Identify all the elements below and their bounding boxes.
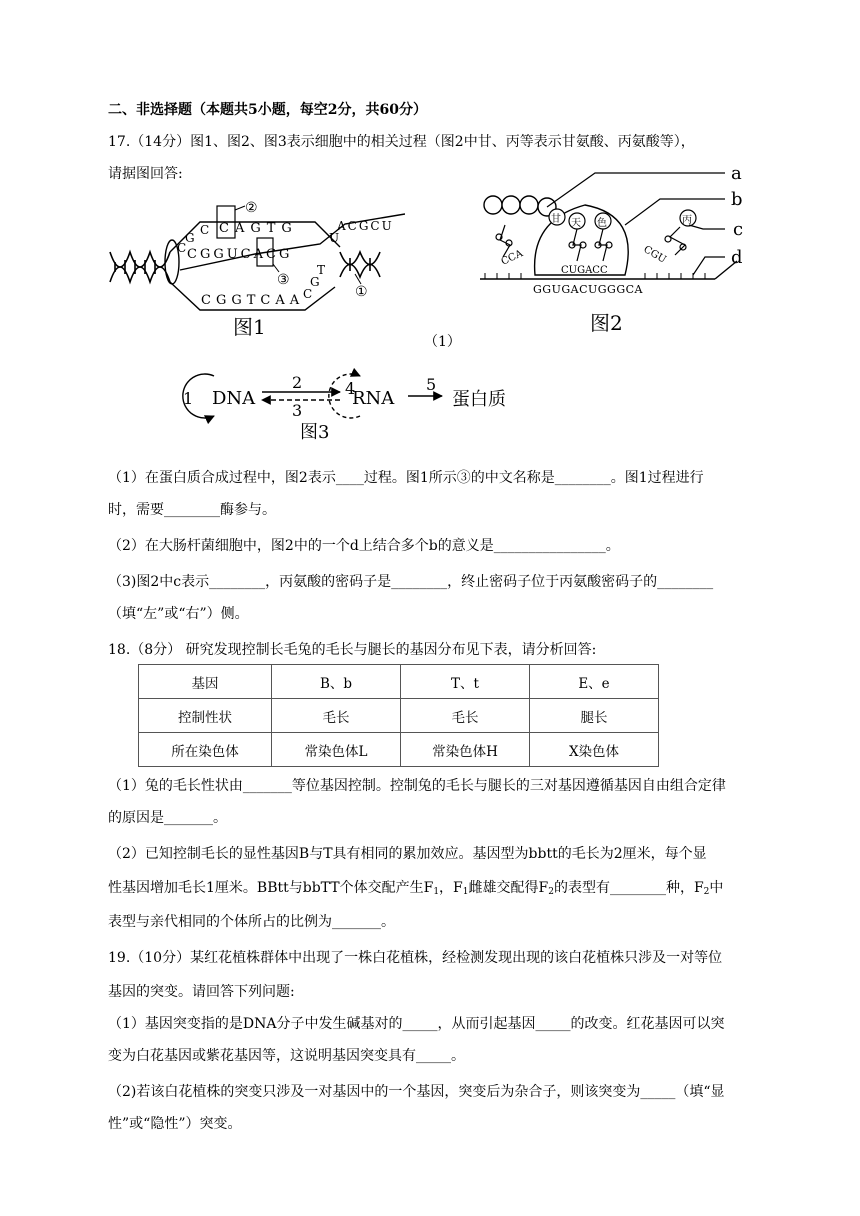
label-d: d: [731, 247, 743, 268]
anticodon-mid: CUGACC: [561, 265, 608, 276]
top-left-base-3: C: [200, 223, 210, 237]
dna-helix-right: [340, 252, 380, 277]
node-dna: DNA: [212, 388, 256, 409]
subscript: 1: [433, 887, 440, 897]
mid-strand-bases: CGGUCACG: [187, 247, 293, 262]
q17-stem-line1: 17.（14分）图1、图2、图3表示细胞中的相关过程（图2中甘、丙等表示甘氨酸、丙氨酸等），: [108, 134, 695, 150]
gene-table: [138, 664, 659, 767]
q18-part1-line2: 的原因是_______。: [108, 810, 227, 826]
text-span: 中: [709, 880, 724, 896]
q17-part1-line1: （1）在蛋白质合成过程中，图2表示____过程。图1所示③的中文名称是________。图1过程进行: [108, 470, 704, 486]
table-cell: T、t: [401, 665, 530, 699]
label-a: a: [731, 165, 742, 184]
table-row: [139, 733, 659, 767]
table-cell: 常染色体H: [401, 733, 530, 767]
table-cell: B、b: [272, 665, 401, 699]
figure-2-translation: [475, 165, 755, 345]
table-row: [139, 665, 659, 699]
peptide-chain: [484, 196, 556, 216]
process-2: 2: [292, 373, 303, 392]
text-span: 雌雄交配得F: [468, 880, 549, 896]
q18-part2-line3: 表型与亲代相同的个体所占的比例为_______。: [108, 914, 395, 930]
top-strand-bases: CAGTG: [219, 221, 298, 236]
text-span: ，F: [439, 880, 463, 896]
right-base-3: C: [303, 287, 313, 301]
subscript: 1: [462, 887, 469, 897]
text-span: 的表型有________种，F: [553, 880, 704, 896]
q17-stem-line2: 请据图回答:: [108, 166, 183, 182]
aa-label-4: 丙: [682, 215, 692, 226]
table-cell: 常染色体L: [272, 733, 401, 767]
process-5: 5: [426, 375, 437, 394]
right-base-1: T: [317, 263, 326, 277]
process-1: 1: [183, 389, 194, 408]
q19-part1-line1: （1）基因突变指的是DNA分子中发生碱基对的_____，从而引起基因_____的改变。红花基因可以突: [108, 1016, 725, 1032]
subscript: 2: [548, 887, 554, 897]
figure-3-central-dogma: [180, 364, 580, 444]
right-base-2: G: [310, 275, 320, 289]
aa-label-3: 色: [597, 218, 607, 229]
q19-stem-line2: 基因的突变。请回答下列问题:: [108, 984, 295, 1000]
aa-label-1: 甘: [551, 214, 561, 225]
rna-tail-bases: ACGCU: [337, 219, 394, 233]
figure-1-caption: 图1: [233, 315, 266, 339]
table-cell: E、e: [530, 665, 659, 699]
figure-1-transcription: [105, 192, 405, 342]
top-left-base-1: C: [177, 241, 187, 255]
bottom-strand-bases: CGGTCAA: [201, 293, 305, 308]
label-b: b: [731, 189, 743, 210]
marker-1: ①: [355, 284, 368, 300]
aa-label-2: 天: [571, 218, 581, 229]
table-row: [139, 699, 659, 733]
table-cell: 所在染色体: [139, 733, 272, 767]
q19-stem-line1: 19.（10分）某红花植株群体中出现了一株白花植株，经检测发现出现的该白花植株只涉及一对等位: [108, 950, 723, 966]
label-c: c: [733, 219, 744, 240]
node-protein: 蛋白质: [452, 389, 506, 410]
table-cell: X染色体: [530, 733, 659, 767]
node-rna: RNA: [352, 388, 395, 409]
q18-part2-line1: （2）已知控制毛长的显性基因B与T具有相同的累加效应。基因型为bbtt的毛长为2厘米，每个显: [108, 846, 707, 862]
q19-part2-line2: 性”或“隐性”）突变。: [108, 1116, 242, 1132]
text-span: 性基因增加毛长1厘米。BBtt与bbTT个体交配产生F: [108, 880, 434, 896]
figure-3-caption: 图3: [300, 422, 330, 443]
table-cell: 腿长: [530, 699, 659, 733]
q18-stem: 18.（8分） 研究发现控制长毛兔的毛长与腿长的基因分布见下表，请分析回答:: [108, 642, 597, 658]
q18-part1-line1: （1）兔的毛长性状由_______等位基因控制。控制兔的毛长与腿长的三对基因遵循基因自由组合定律: [108, 778, 726, 794]
table-cell: 毛长: [401, 699, 530, 733]
table-cell: 基因: [139, 665, 272, 699]
dna-helix-left: [110, 252, 170, 282]
figure-2-caption: 图2: [590, 311, 623, 335]
top-left-base-2: G: [185, 231, 195, 245]
mrna-sequence: GGUGACUGGGCA: [533, 283, 643, 296]
q19-part1-line2: 变为白花基因或紫花基因等，这说明基因突变具有_____。: [108, 1048, 465, 1064]
section-title: 二、非选择题（本题共5小题，每空2分，共60分）: [108, 102, 427, 118]
q19-part2-line1: （2)若该白花植株的突变只涉及一对基因中的一个基因，突变后为杂合子，则该突变为_____（填“显: [108, 1084, 725, 1100]
subscript: 2: [703, 887, 710, 897]
figure-note: （1）: [424, 334, 461, 350]
q17-part3-line2: （填“左”或“右”）侧。: [108, 606, 249, 622]
q17-part2: （2）在大肠杆菌细胞中，图2中的一个d上结合多个b的意义是________________。: [108, 538, 620, 554]
q17-part1-line2: 时，需要________酶参与。: [108, 502, 276, 518]
rna-tail-u: U: [329, 231, 340, 245]
q18-part2-line2: [108, 878, 723, 898]
q17-part3-line1: （3)图2中c表示________，丙氨酸的密码子是________，终止密码子位于丙氨酸密码子的________: [108, 574, 714, 590]
process-4: 4: [345, 379, 356, 398]
marker-3: ③: [277, 272, 290, 288]
anticodon-right: CGU: [641, 244, 668, 266]
anticodon-left: CCA: [499, 248, 525, 268]
table-cell: 控制性状: [139, 699, 272, 733]
table-cell: 毛长: [272, 699, 401, 733]
process-3: 3: [292, 401, 303, 420]
marker-2: ②: [245, 200, 258, 216]
